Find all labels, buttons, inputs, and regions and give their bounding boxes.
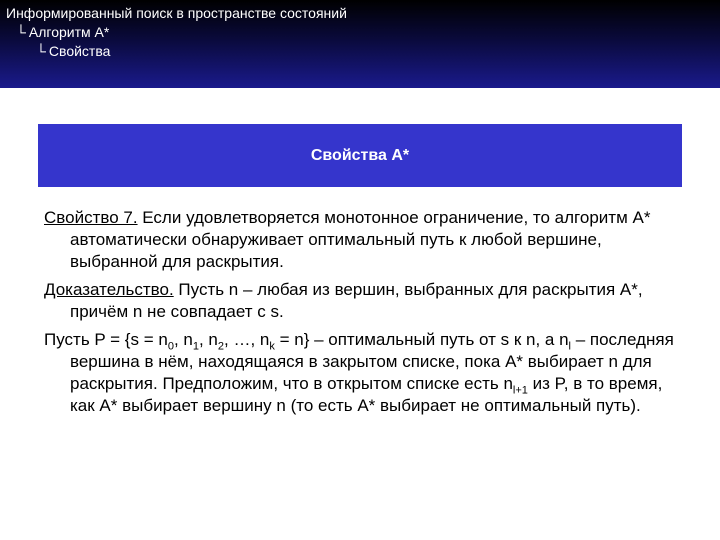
property-label: Свойство 7.	[44, 208, 138, 227]
breadcrumb-label: Алгоритм A*	[28, 24, 110, 40]
subscript: 2	[217, 340, 224, 353]
breadcrumb-level-2	[16, 24, 109, 41]
property-text: Если удовлетворяется монотонное ограничение, то алгоритм A* автоматически обнаруживает оптимальный путь к любой вершине, выбранной для раскрытия.	[70, 208, 651, 271]
proof-text: Пусть n – любая из вершин, выбранных для раскрытия A*, причём n не совпадает с s.	[70, 280, 643, 321]
slide-title-band	[38, 124, 682, 187]
breadcrumb-level-3	[36, 43, 110, 60]
path-text: – последняя вершина в нём, находящаяся в закрытом списке, пока A* выбирает n для раскрытия. Предположим, что в открытом списке есть n	[70, 330, 674, 393]
subscript: k	[269, 340, 275, 353]
proof-paragraph	[44, 279, 684, 323]
subscript: l+1	[512, 384, 528, 397]
subscript: 1	[192, 340, 199, 353]
breadcrumb-label: Информированный поиск в пространстве состояний	[6, 5, 347, 21]
slide-title: Свойства A*	[310, 147, 410, 164]
breadcrumb-label: Свойства	[48, 43, 111, 59]
proof-label: Доказательство.	[44, 280, 174, 299]
path-text: , n	[173, 330, 193, 349]
subscript: l	[568, 340, 571, 353]
path-text: Пусть P = {s = n	[44, 330, 168, 349]
tree-elbow-icon: └	[36, 43, 46, 59]
path-text: , …, n	[224, 330, 270, 349]
path-text: из P, в то время, как A* выбирает вершину n (то есть A* выбирает не оптимальный путь).	[70, 374, 663, 415]
path-text: = n} – оптимальный путь от s к n, а n	[274, 330, 569, 349]
tree-elbow-icon: └	[16, 24, 26, 40]
breadcrumb-level-1	[6, 5, 347, 22]
path-paragraph	[44, 329, 684, 417]
path-text: , n	[198, 330, 218, 349]
subscript: 0	[167, 340, 174, 353]
header-bar	[0, 0, 720, 88]
slide-body	[44, 207, 684, 423]
property-paragraph	[44, 207, 684, 273]
